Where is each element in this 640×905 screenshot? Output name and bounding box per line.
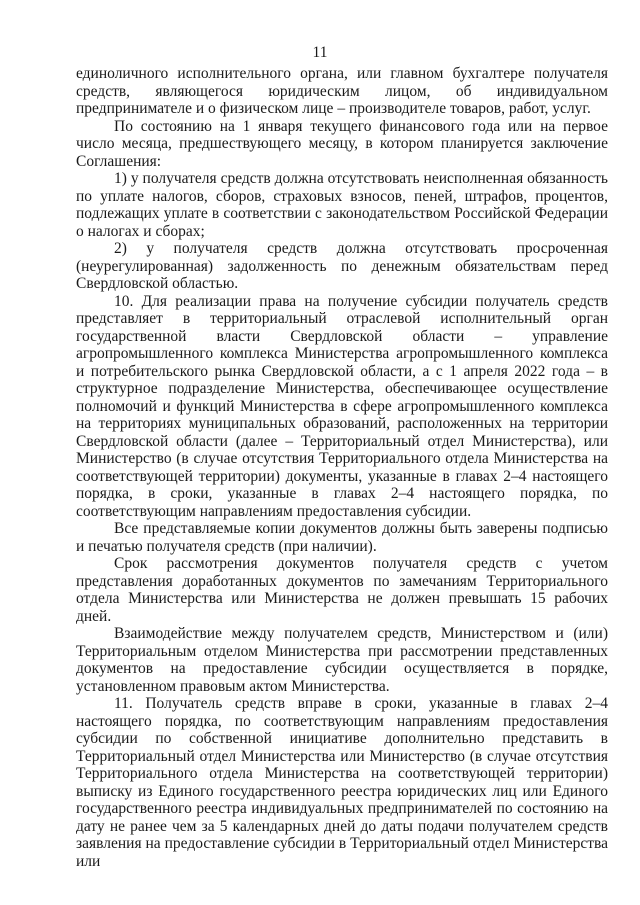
document-body (76, 65, 608, 870)
paragraph: единоличного исполнительного органа, или главном бухгалтере получателя средств, являющегося юридическим лицом, об индивидуальном предпринимателе и о физическом лице – производителе товаров, работ, услуг. (76, 65, 608, 117)
paragraph: 1) у получателя средств должна отсутствовать неисполненная обязанность по уплате налогов, сборов, страховых взносов, пеней, штрафов, процентов, подлежащих уплате в соответствии с законодательством Российской Федерации о налогах и сборах; (76, 170, 608, 240)
paragraph: 2) у получателя средств должна отсутствовать просроченная (неурегулированная) задолженность по денежным обязательствам перед Свердловской областью. (76, 240, 608, 292)
paragraph: 10. Для реализации права на получение субсидии получатель средств представляет в территориальный отраслевой исполнительный орган государственной власти Свердловской области – управление агропромышленного комплекса Министерства агропромышленного комплекса и потребительского рынка Свердловской области, а с 1 апреля 2022 года – в структурное подразделение Министерства, обеспечивающее осуществление полномочий и функций Министерства в сфере агропромышленного комплекса на территориях муниципальных образований, расположенных на территории Свердловской области (далее – Территориальный отдел Министерства), или Министерство (в случае отсутствия Территориального отдела Министерства на соответствующей территории) документы, указанные в главах 2–4 настоящего порядка, в сроки, указанные в главах 2–4 настоящего порядка, по соответствующим направлениям предоставления субсидии. (76, 292, 608, 520)
paragraph: Взаимодействие между получателем средств, Министерством и (или) Территориальным отделом Министерства при рассмотрении представленных документов на предоставление субсидии осуществляется в порядке, установленном правовым актом Министерства. (76, 625, 608, 695)
paragraph: Все представляемые копии документов должны быть заверены подписью и печатью получателя средств (при наличии). (76, 520, 608, 555)
paragraph: 11. Получатель средств вправе в сроки, указанные в главах 2–4 настоящего порядка, по соответствующим направлениям предоставления субсидии по собственной инициативе дополнительно представить в Территориальный отдел Министерства или Министерство (в случае отсутствия Территориального отдела Министерства на соответствующей территории) выписку из Единого государственного реестра юридических лиц или Единого государственного реестра индивидуальных предпринимателей по состоянию на дату не ранее чем за 5 календарных дней до даты подачи получателем средств заявления на предоставление субсидии в Территориальный отдел Министерства или (76, 695, 608, 870)
page-number: 11 (312, 44, 328, 61)
paragraph: Срок рассмотрения документов получателя средств с учетом представления доработанных документов по замечаниям Территориального отдела Министерства или Министерства не должен превышать 15 рабочих дней. (76, 555, 608, 625)
paragraph: По состоянию на 1 января текущего финансового года или на первое число месяца, предшествующего месяцу, в котором планируется заключение Соглашения: (76, 117, 608, 170)
